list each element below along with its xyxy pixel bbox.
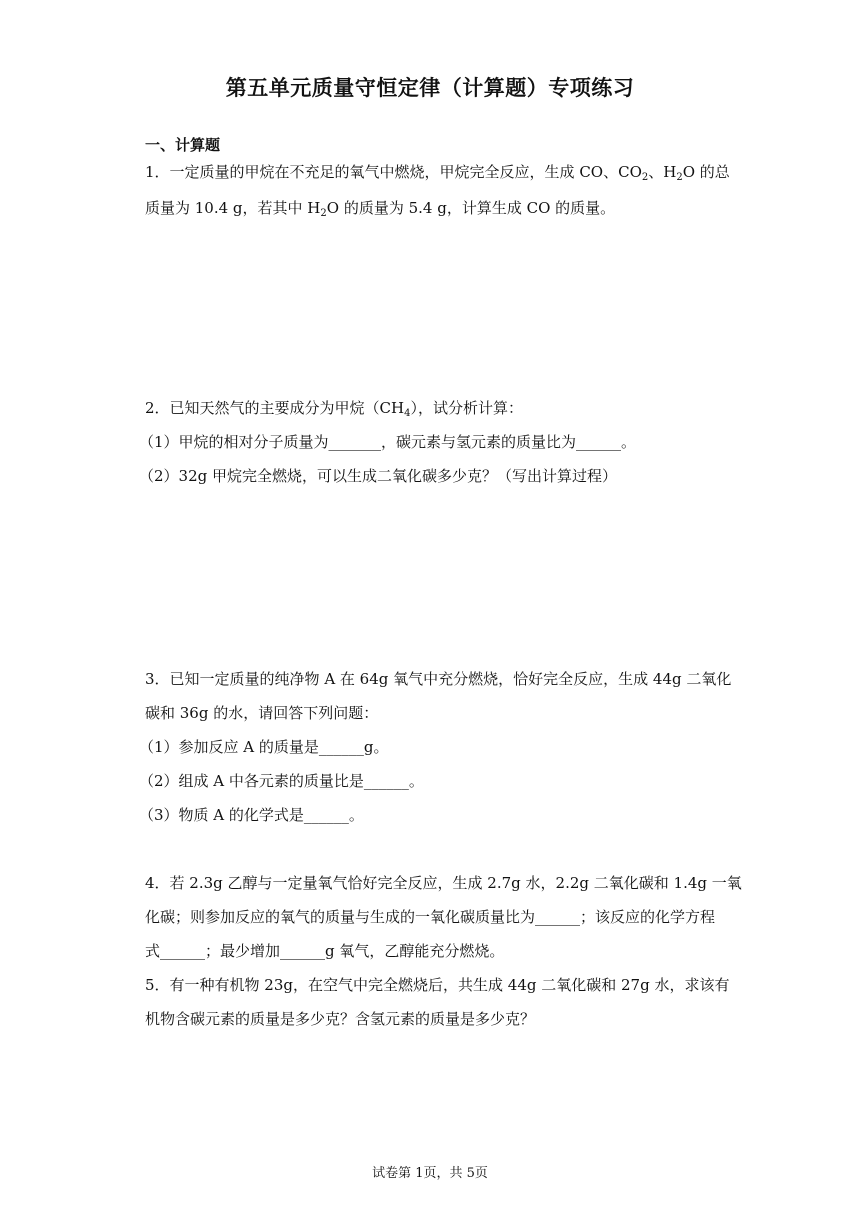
question-5-line-1: 5．有一种有机物 23g，在空气中完全燃烧后，共生成 44g 二氧化碳和 27g 水，求该有 bbox=[145, 976, 730, 994]
question-5-line-2: 机物含碳元素的质量是多少克？含氢元素的质量是多少克？ bbox=[145, 1010, 536, 1028]
question-2-line-1: 2．已知天然气的主要成分为甲烷$(CH_4)$，试分析计算： bbox=[145, 399, 523, 419]
question-3-line-1: 3．已知一定质量的纯净物 A 在 64g 氧气中充分燃烧，恰好完全反应，生成 44g 二氧化 bbox=[145, 670, 732, 688]
question-1-line-1: 1．一定质量的甲烷在不充足的氧气中燃烧，甲烷完全反应，生成 CO、$CO_2$、$H_2O$ 的总 bbox=[145, 163, 730, 183]
page-footer: 试卷第 1页，共 5页 bbox=[372, 1166, 488, 1181]
page-title: 第五单元质量守恒定律（计算题）专项练习 bbox=[225, 76, 635, 100]
question-4-line-1: 4．若 2.3g 乙醇与一定量氧气恰好完全反应，生成 2.7g 水，2.2g 二氧化碳和 1.4g 一氧 bbox=[145, 874, 742, 892]
question-2-part-1: （1）甲烷的相对分子质量为_______，碳元素与氢元素的质量比为______。 bbox=[139, 433, 637, 451]
question-4-line-2: 化碳；则参加反应的氧气的质量与生成的一氧化碳质量比为______；该反应的化学方程 bbox=[145, 908, 716, 926]
question-3-part-2: （2）组成 A 中各元素的质量比是______。 bbox=[139, 772, 424, 790]
section-heading: 一、计算题 bbox=[145, 136, 221, 154]
question-3-line-2: 碳和 36g 的水，请回答下列问题： bbox=[145, 704, 379, 722]
question-4-line-3: 式______；最少增加______g 氧气，乙醇能充分燃烧。 bbox=[145, 942, 505, 960]
question-3-part-3: （3）物质 A 的化学式是______。 bbox=[139, 806, 364, 824]
question-3-part-1: （1）参加反应 A 的质量是______g。 bbox=[139, 738, 389, 756]
question-2-part-2: （2）32g 甲烷完全燃烧，可以生成二氧化碳多少克？（写出计算过程） bbox=[139, 467, 618, 485]
question-1-line-2: 质量为 10.4 g，若其中 $H_2O$ 的质量为 5.4 g，计算生成 CO 的质量。 bbox=[145, 199, 616, 219]
